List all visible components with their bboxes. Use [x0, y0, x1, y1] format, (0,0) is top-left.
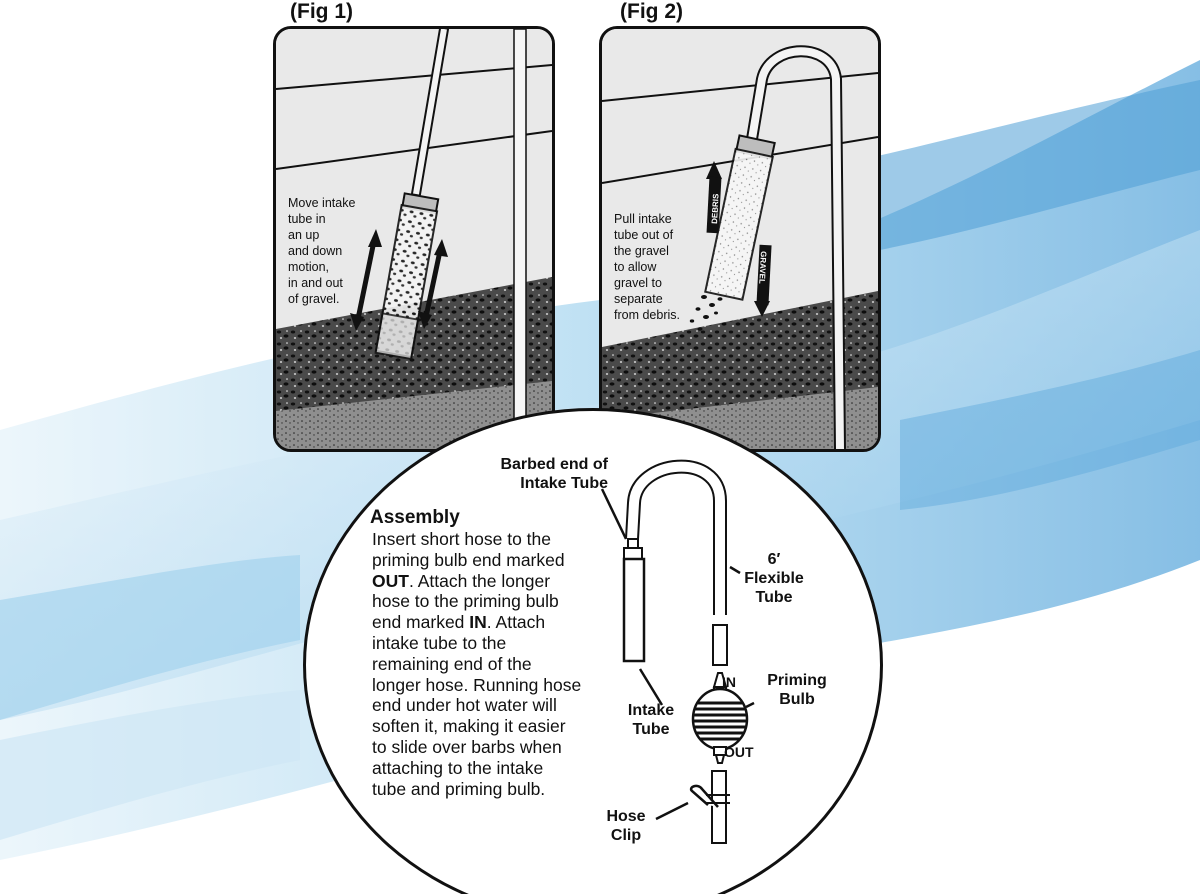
fig1-line: motion, [288, 260, 329, 274]
assembly-text: . Attach [486, 612, 546, 633]
assembly-text: remaining end of the [372, 653, 532, 674]
assembly-text: Insert short hose to the [372, 529, 551, 549]
assembly-bold-text: IN [469, 612, 487, 633]
assembly-line [372, 591, 612, 612]
assembly-text: end under hot water will [372, 695, 557, 716]
fig2-line: to allow [614, 260, 657, 274]
assembly-line [372, 571, 612, 592]
flexible-tube-label-line: Tube [755, 589, 793, 606]
out-marker-label: OUT [724, 744, 754, 760]
assembly-line [372, 695, 612, 716]
assembly-text: end marked [372, 612, 470, 633]
assembly-circle [303, 408, 883, 894]
fig2-instruction [614, 211, 694, 323]
fig2-line: gravel to [614, 276, 662, 290]
priming-bulb-label-line: Priming [767, 672, 827, 689]
assembly-line [372, 529, 612, 550]
fig2-line: the gravel [614, 244, 669, 258]
assembly-line [372, 758, 612, 779]
assembly-instructions [372, 529, 612, 799]
intake-tube-label-line: Intake [627, 702, 675, 719]
flexible-tube-label-line: Flexible [744, 570, 804, 587]
fig1-line: an up [288, 228, 320, 242]
assembly-title: Assembly [370, 507, 460, 528]
assembly-text: attaching to the intake [372, 757, 544, 778]
assembly-text: tube and priming bulb. [372, 778, 546, 799]
assembly-line [372, 779, 612, 800]
fig1-caption: (Fig 1) [290, 0, 353, 23]
fig2-line: tube out of [614, 228, 674, 242]
assembly-line [372, 612, 612, 633]
hose-clip-label [598, 807, 654, 845]
assembly-text: . Attach the longer [408, 570, 551, 591]
fig2-line: Pull intake [614, 212, 672, 226]
fig2-line: separate [614, 292, 663, 306]
hose-clip-label-line: Clip [610, 827, 642, 844]
hose-clip-label-line: Hose [606, 808, 646, 825]
assembly-line [372, 654, 612, 675]
assembly-text: intake tube to the [372, 632, 507, 653]
flexible-tube-label-line: 6′ [767, 551, 781, 568]
assembly-line [372, 633, 612, 654]
assembly-line [372, 716, 612, 737]
flexible-tube-label [734, 550, 814, 607]
intake-tube-label [616, 701, 686, 739]
assembly-line [372, 550, 612, 571]
assembly-text: priming bulb end marked [372, 549, 565, 570]
fig2-panel [599, 26, 881, 452]
fig1-line: tube in [288, 212, 326, 226]
fig1-panel [273, 26, 555, 452]
assembly-text: hose to the priming bulb [372, 591, 559, 612]
barbed-end-label-line: Intake Tube [520, 475, 608, 492]
assembly-text: longer hose. Running hose [372, 674, 582, 695]
gravel-label: GRAVEL [757, 250, 768, 285]
assembly-bold-text: OUT [372, 570, 409, 591]
assembly-line [372, 675, 612, 696]
in-marker-label: IN [722, 674, 736, 690]
debris-label: DEBRIS [710, 193, 721, 225]
priming-bulb-label [754, 671, 840, 709]
fig1-line: of gravel. [288, 292, 340, 306]
assembly-text: soften it, making it easier [372, 716, 566, 737]
priming-bulb-label-line: Bulb [779, 691, 815, 708]
fig1-line: in and out [288, 276, 343, 290]
fig1-line: Move intake [288, 196, 356, 210]
fig1-instruction [288, 195, 366, 307]
fig1-line: and down [288, 244, 343, 258]
fig2-caption: (Fig 2) [620, 0, 683, 23]
barbed-end-label-line: Barbed end of [500, 456, 608, 473]
fig2-line: from debris. [614, 308, 680, 322]
intake-tube-label-line: Tube [632, 721, 670, 738]
barbed-end-label [476, 455, 608, 493]
assembly-line [372, 737, 612, 758]
assembly-text: to slide over barbs when [372, 736, 562, 757]
